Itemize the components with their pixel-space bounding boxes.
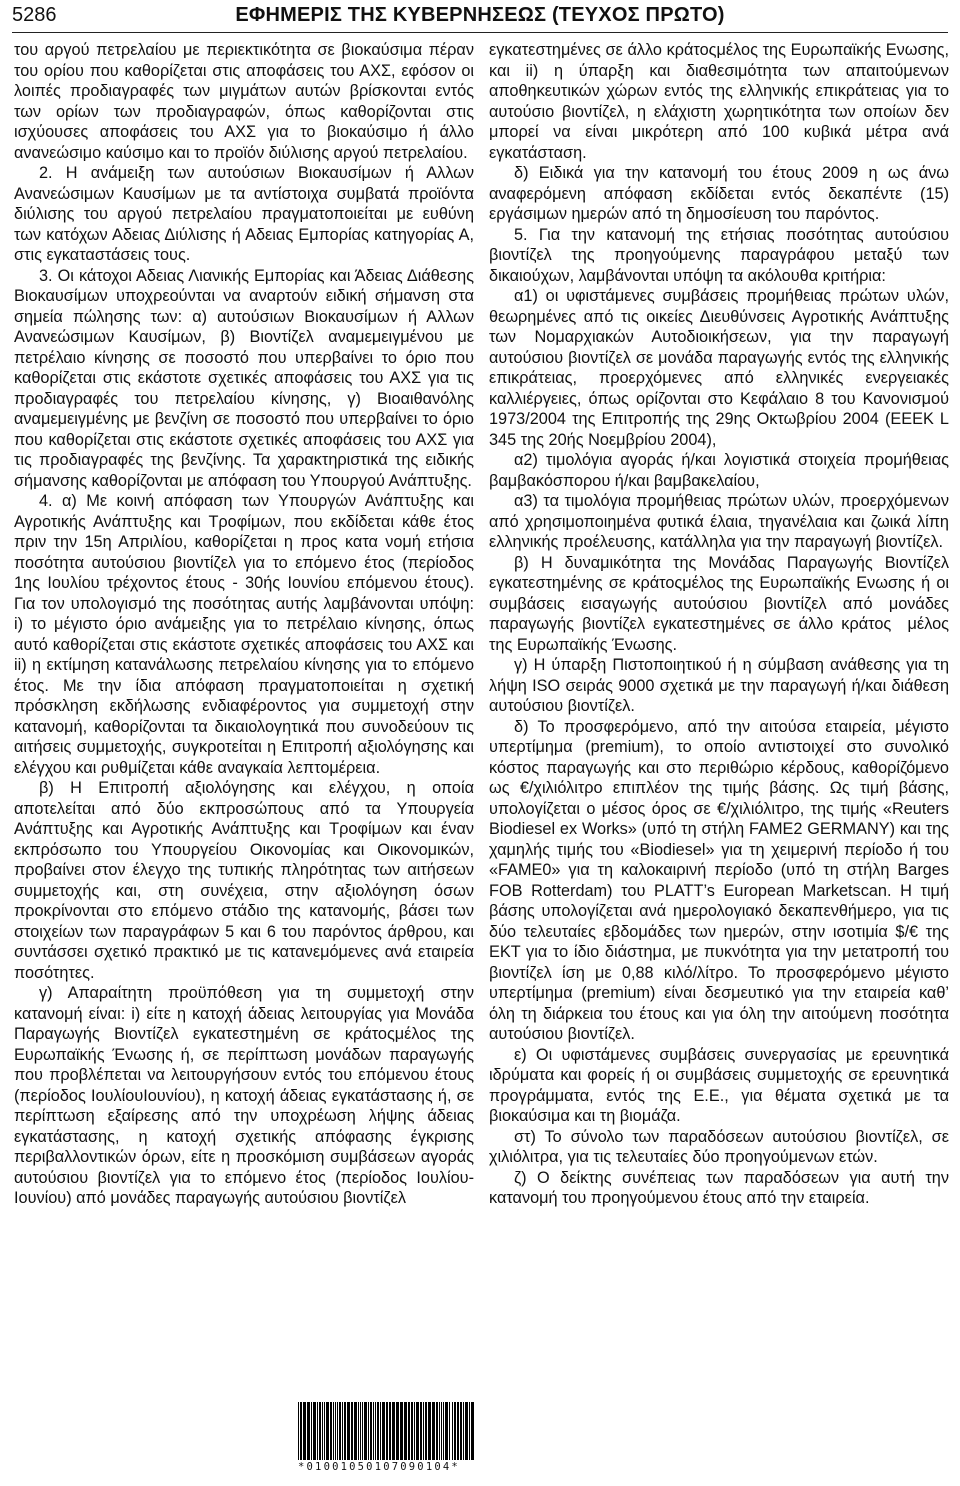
paragraph: α3) τα τιμολόγια προμήθειας πρώτων υλών, προερχόμενων από χρησιμοποιημένα φυτικά έλαια, τηγανέλαια και ζωικά λίπη ελληνικής προέλευσης, κατάλληλα για την παραγωγή βιοντίζελ. — [489, 492, 949, 551]
left-column — [14, 40, 474, 1209]
paragraph: β) Η Επιτροπή αξιολόγησης και ελέγχου, η οποία αποτελείται από δύο εκπροσώπους από τα Υπουργεία Ανάπτυξης και Αγροτικής Ανάπτυξης και Τροφίμων και έναν εκπρόσωπο του Υπουργείου Οικονομίας και Οικονομικών, προβαίνει στον έλεγχο της τυπικής πληρότητας των αιτήσεων συμμετοχής και, στη συνέχεια, στην αξιολόγηση όσων προκρίνονται στο επόμενο στάδιο της κατανομής, βάσει των στοιχείων των παραγράφων 5 και 6 του παρόντος άρθρου, και συντάσσει σχετικό πρακτικό με τις κατανεμόμενες ανά εταιρεία ποσότητες. — [14, 779, 474, 982]
barcode-number: *01001050107090104* — [298, 1461, 460, 1473]
paragraph: 5. Για την κατανομή της ετήσιας ποσότητας αυτούσιου βιοντίζελ της προηγούμενης παραγράφου μεταξύ των δικαιούχων, λαμβάνονται υπόψη τα ακόλουθα κριτήρια: — [489, 225, 949, 285]
paragraph: 3. Οι κάτοχοι Αδειας Λιανικής Εμπορίας και Άδειας Διάθεσης Βιοκαυσίμων υποχρεούνται να αναρτούν ειδική σήμανση στα σημεία πώλησης των: α) αυτούσιων Βιοκαυσίμων ή Αλλων Ανανεώσιμων Καυσίμων, β) Βιοντίζελ αναμεμειγμένου με πετρέλαιο κίνησης σε ποσοστό που υπερβαίνει το όριο που καθορίζεται στις εκάστοτε σχετικές αποφάσεις του ΑΧΣ για τις προδιαγραφές του πετρελαίου κίνησης, γ) Βιοαιθανόλης αναμεμειγμένης με βενζίνη σε ποσοστό που υπερβαίνει το όριο που καθορίζεται στις εκάστοτε σχετικές αποφάσεις του ΑΧΣ για τις προδιαγραφές της βενζίνης. Τα χαρακτηριστικά της ειδικής σήμανσης καθορίζονται με απόφαση του Υπουργού Ανάπτυξης. — [14, 266, 474, 490]
paragraph: γ) Η ύπαρξη Πιστοποιητικού ή η σύμβαση ανάθεσης για τη λήψη ISO σειράς 9000 σχετικά με την παραγωγή ή/και διάθεση αυτούσιου βιοντίζελ. — [489, 656, 949, 715]
paragraph: δ) Το προσφερόμενο, από την αιτούσα εταιρεία, μέγιστο υπερτίμημα (premium), το οποίο αντιστοιχεί στο συνολικό κόστος παραγωγής και στο περιθώριο κέρδους, καθορίζόμενο ως €/χιλιόλιτρο επιπλέον της τιμής βάσης. Ως τιμή βάσης, υπολογίζεται ο μέσος όρος σε €/χιλιόλιτρο, της τιμής «Reuters Biodiesel ex Works» (υπό τη στήλη FAME2 GERMANY) και της χαμηλής τιμής του «Biodiesel» για τη χειμερινή περίοδο ή του «FAME0» για τη καλοκαιρινή περίοδο (υπό τη στήλη Barges FOB Rotterdam) του PLATT’s European Marketscan. Η τιμή βάσης υπολογίζεται ανά ημερολογιακό δεκαπενθήμερο, για τις δύο τελευταίες εβδομάδες των ημερών, στην ισοτιμία $/€ της ΕΚΤ για το ίδιο διάστημα, με πυκνότητα για την μετατροπή του βιοντίζελ ίση με 0,88 κιλό/λίτρο. Το προσφερόμενο μέγιστο υπερτίμημα (premium) είναι δεσμευτικό για την εταιρεία καθ’ όλη τη διάρκεια του έτους και για όλη την αιτούμενη ποσότητα αυτούσιου βιοντίζελ. — [489, 717, 949, 1043]
paragraph: δ) Ειδικά για την κατανομή του έτους 2009 η ως άνω αναφερόμενη απόφαση εκδίδεται εντός δεκαπέντε (15) εργάσιμων ημερών από τη δημοσίευση του παρόντος. — [489, 164, 949, 223]
journal-title: ΕΦΗΜΕΡΙΣ ΤΗΣ ΚΥΒΕΡΝΗΣΕΩΣ (ΤΕΥΧΟΣ ΠΡΩΤΟ) — [235, 4, 725, 26]
page-header — [12, 0, 948, 33]
right-column — [489, 40, 949, 1209]
paragraph: β) Η δυναμικότητα της Μονάδας Παραγωγής Βιοντίζελ εγκατεστημένης σε κράτοςμέλος της Ευρωπαϊκής Ενωσης ή οι συμβάσεις εισαγωγής αυτούσιου βιοντίζελ από μονάδες παραγωγής βιοντίζελ εγκατεστημένες σε άλλο κράτος μέλος της Ευρωπαϊκής Ένωσης. — [489, 553, 949, 654]
page-number: 5286 — [12, 4, 57, 26]
paragraph: 4. α) Με κοινή απόφαση των Υπουργών Ανάπτυξης και Αγροτικής Ανάπτυξης και Τροφίμων, που εκδίδεται κάθε έτος πριν την 15η Απριλίου, καθορίζεται η προς κατα νομή ετήσια ποσότητα αυτούσιου βιοντίζελ για το επόμενο έτος (περίοδος 1ης Ιουλίου τρέχοντος έτους - 30ής Ιουνίου επόμενου έτους). Για τον υπολογισμό της ποσότητας αυτής λαμβάνονται υπόψη: i) το μέγιστο όριο ανάμειξης για το πετρέλαιο κίνησης, όπως αυτό καθορίζεται στις εκάστοτε σχετικές αποφάσεις του ΑΧΣ και ii) η εκτίμηση κατανάλωσης πετρελαίου κίνησης για το επόμενο έτος. Με την ίδια απόφαση πραγματοποιείται η σχετική πρόσκληση εκδήλωσης ενδιαφέροντος για συμμετοχή στην κατανομή, καθορίζονται τα δικαιολογητικά που συνοδεύουν τις αιτήσεις συμμετοχής, συγκροτείται η Επιτροπή αξιολόγησης και ελέγχου και ρυθμίζεται κάθε αναγκαία λεπτομέρεια. — [14, 492, 474, 777]
paragraph: στ) Το σύνολο των παραδόσεων αυτούσιου βιοντίζελ, σε χιλιόλιτρα, για τις τελευταίες δύο προηγούμενων ετών. — [489, 1127, 949, 1166]
paragraph: γ) Απαραίτητη προϋπόθεση για τη συμμετοχή στην κατανομή είναι: i) είτε η κατοχή άδειας λειτουργίας για Μονάδα Παραγωγής Βιοντίζελ εγκατεστημένη σε κράτοςμέλος της Ευρωπαϊκής Ένωσης ή, σε περίπτωση μονάδων παραγωγής που προβλέπεται να λειτουργήσουν εντός του επόμενου έτους (περίοδος ΙουλίουΙουνίου), η κατοχή άδειας εγκατάστασης ή, σε περίπτωση εξαίρεσης από την υποχρέωση λήψης άδειας εγκατάστασης, η κατοχή σχετικής απόφασης έγκρισης περιβαλλοντικών όρων, είτε η προσκόμιση συμβάσεων αγοράς αυτούσιου βιοντίζελ για το επόμενο έτος (περίοδος ΙουλίουΙουνίου) από μονάδες παραγωγής αυτούσιου βιοντίζελ — [14, 984, 474, 1207]
barcode — [298, 1402, 476, 1460]
paragraph: εγκατεστημένες σε άλλο κράτοςμέλος της Ευρωπαϊκής Ενωσης, και ii) η ύπαρξη και διαθεσιμότητα των απαιτούμενων αποθηκευτικών χώρων εντός της ελληνικής επικράτειας για το αυτούσιο βιοντίζελ, η ελάχιστη χωρητικότητα των οποίων δεν μπορεί να είναι μικρότερη από 100 κυβικά μέτρα ανά εγκατάσταση. — [489, 41, 949, 162]
paragraph: α1) οι υφιστάμενες συμβάσεις προμήθειας πρώτων υλών, θεωρημένες από τις οικείες Διευθύνσεις Αγροτικής Ανάπτυξης των Νομαρχιακών Αυτοδιοικήσεων, για την παραγωγή αυτούσιου βιοντίζελ σε μονάδα παραγωγής εντός της ελληνικής επικράτειας, προερχόμενες από ελληνικές ενεργειακές καλλιέργειες, όπως ορίζονται στο Κεφάλαιο 8 του Κανονισμού 1973/2004 της Επιτροπής της 29ης Οκτωβρίου 2004 (ΕΕΕΚ L 345 της 20ής Νοεμβρίου 2004), — [489, 287, 949, 449]
paragraph: ε) Οι υφιστάμενες συμβάσεις συνεργασίας με ερευνητικά ιδρύματα και φορείς ή οι συμβάσεις συμμετοχής σε ερευνητικά προγράμματα, εντός της Ε.Ε., για θέματα σχετικά με τα βιοκαύσιμα και τη βιομάζα. — [489, 1045, 949, 1125]
paragraph: του αργού πετρελαίου με περιεκτικότητα σε βιοκαύσιμα πέραν του ορίου που καθορίζεται στις αποφάσεις του ΑΧΣ, εφόσον οι λοιπές προδιαγραφές των μιγμάτων αυτών βρίσκονται εντός των ορίων των προδιαγραφών, όπως καθορίζονται στις ισχύουσες αποφάσεις του ΑΧΣ για το βιοκαύσιμο ή άλλο ανανεώσιμο καύσιμο και το προϊόν διύλισης αργού πετρελαίου. — [14, 41, 474, 162]
paragraph: ζ) Ο δείκτης συνέπειας των παραδόσεων για αυτή την κατανομή του προηγούμενου έτους από την εταιρεία. — [489, 1168, 949, 1207]
paragraph: α2) τιμολόγια αγοράς ή/και λογιστικά στοιχεία προμήθειας βαμβακόσπορου ή/και βαμβακελαίου, — [489, 451, 949, 490]
paragraph: 2. Η ανάμειξη των αυτούσιων Βιοκαυσίμων ή Αλλων Ανανεώσιμων Καυσίμων με τα αντίστοιχα συμβατά προϊόντα διύλισης του αργού πετρελαίου πραγματοποιείται με ευθύνη των κατόχων Αδειας Διύλισης ή Αδειας Εμπορίας κατηγορίας Α, στις εγκαταστάσεις τους. — [14, 164, 474, 264]
